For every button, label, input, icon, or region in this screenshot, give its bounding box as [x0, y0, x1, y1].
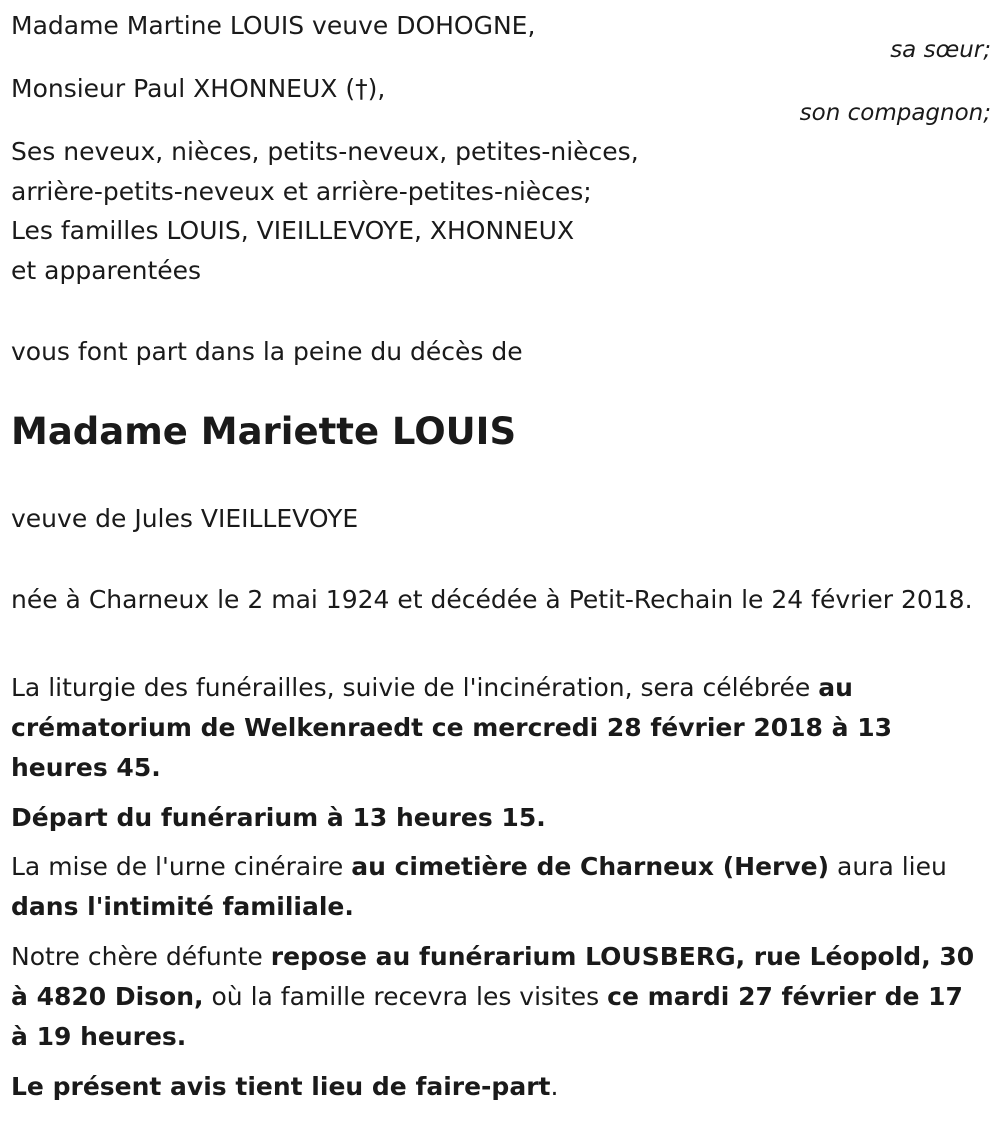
notice-end: .	[550, 1072, 559, 1101]
urn-text-2: aura lieu	[829, 852, 947, 881]
notice-paragraph	[11, 1067, 979, 1107]
relatives-line: Ses neveux, nièces, petits-neveux, petites-nièces,	[11, 137, 639, 166]
widow-of: veuve de Jules VIEILLEVOYE	[11, 504, 359, 533]
companion-name: Monsieur Paul XHONNEUX (†),	[11, 74, 386, 103]
announcement-text: vous font part dans la peine du décès de	[11, 337, 523, 366]
visit-times: ce mardi 27 février de 17 à 19 heures.	[11, 982, 963, 1051]
deceased-name: Madame Mariette LOUIS	[11, 410, 517, 453]
liturgy-text: La liturgie des funérailles, suivie de l'incinération, sera célébrée	[11, 673, 819, 702]
liturgy-paragraph	[11, 668, 979, 788]
birth-death-text: née à Charneux le 2 mai 1924 et décédée à Petit-Rechain le 24 février 2018.	[11, 585, 973, 614]
rest-paragraph	[11, 937, 979, 1057]
rest-text-1: Notre chère défunte	[11, 942, 271, 971]
rest-text-2: où la famille recevra les visites	[203, 982, 608, 1011]
relatives-line: arrière-petits-neveux et arrière-petites-nièces;	[11, 177, 592, 206]
urn-location: au cimetière de Charneux (Herve)	[351, 852, 830, 881]
rest-location: repose au funérarium LOUSBERG, rue Léopold, 30 à 4820 Dison,	[11, 942, 975, 1011]
urn-privacy: dans l'intimité familiale.	[11, 892, 354, 921]
urn-text-1: La mise de l'urne cinéraire	[11, 852, 352, 881]
companion-role: son compagnon;	[799, 100, 991, 126]
relatives-line: et apparentées	[11, 256, 202, 285]
notice-text: Le présent avis tient lieu de faire-part	[11, 1072, 551, 1101]
departure-paragraph	[11, 798, 979, 838]
sister-name: Madame Martine LOUIS veuve DOHOGNE,	[11, 11, 536, 40]
liturgy-location: au crématorium de Welkenraedt ce mercredi 28 février 2018 à 13 heures 45.	[11, 673, 893, 782]
sister-role: sa sœur;	[890, 37, 991, 63]
departure-text: Départ du funérarium à 13 heures 15.	[11, 803, 546, 832]
relatives-line: Les familles LOUIS, VIEILLEVOYE, XHONNEUX	[11, 216, 575, 245]
urn-paragraph	[11, 847, 979, 927]
